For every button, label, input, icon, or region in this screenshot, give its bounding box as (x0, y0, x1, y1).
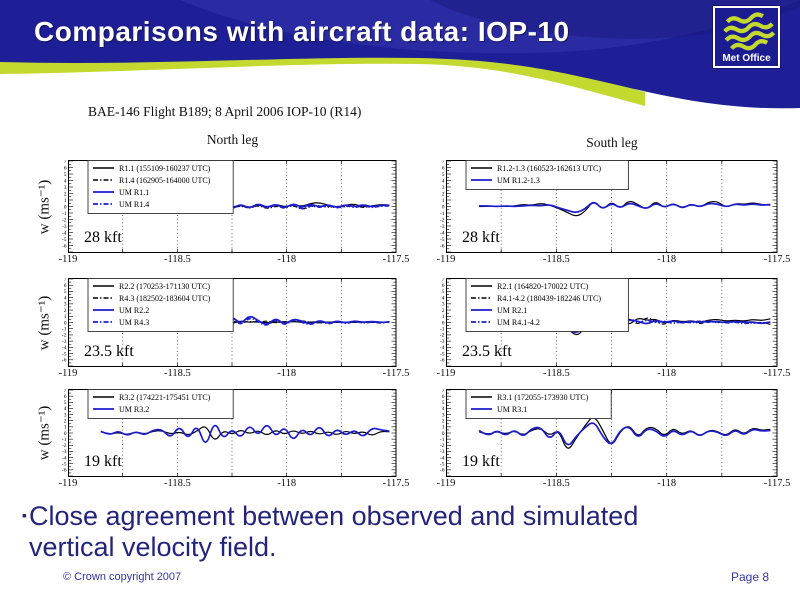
altitude-label: 28 kft (84, 229, 122, 246)
bullet-text: Close agreement between observed and simulated vertical velocity field. (28, 501, 639, 562)
svg-text:4: 4 (441, 406, 445, 413)
x-tick-label: -117.5 (763, 254, 791, 265)
plot-svg (54, 278, 397, 367)
x-tick-label: -117.5 (382, 254, 410, 265)
altitude-label: 23.5 kft (84, 343, 134, 360)
svg-text:-5: -5 (61, 236, 67, 243)
svg-text:0: 0 (441, 204, 445, 211)
plot-svg (54, 389, 397, 477)
x-tick-label: -118 (657, 478, 677, 489)
logo-label: Met Office (722, 53, 771, 64)
svg-text:3: 3 (441, 301, 445, 308)
x-tick-label: -118.5 (163, 478, 191, 489)
svg-text:-6: -6 (61, 243, 67, 250)
svg-text:5: 5 (441, 289, 445, 296)
column-header-south-leg: South leg (586, 135, 638, 150)
svg-text:-6: -6 (439, 357, 445, 364)
svg-text:-3: -3 (61, 223, 67, 230)
svg-text:3: 3 (63, 184, 67, 191)
svg-text:-3: -3 (61, 338, 67, 345)
x-tick-label: -118 (277, 478, 297, 489)
plot-panel-north-leg-28-kft (54, 160, 397, 253)
svg-text:1: 1 (441, 197, 445, 204)
svg-text:-4: -4 (439, 345, 445, 352)
x-tick-label: -118.5 (542, 254, 570, 265)
bullet-block (22, 501, 682, 562)
svg-text:4: 4 (441, 178, 445, 185)
svg-text:-3: -3 (61, 449, 67, 456)
svg-text:6: 6 (63, 165, 67, 172)
svg-text:-3: -3 (439, 223, 445, 230)
svg-text:UM R1.2-1.3: UM R1.2-1.3 (497, 176, 540, 185)
x-tick-label: -118.5 (163, 254, 191, 265)
svg-text:7: 7 (63, 160, 67, 165)
svg-text:1: 1 (441, 424, 445, 431)
svg-text:4: 4 (63, 295, 67, 302)
svg-text:-4: -4 (439, 230, 445, 237)
svg-text:R1.4 (162905-164000 UTC): R1.4 (162905-164000 UTC) (119, 176, 211, 185)
x-tick-label: -117.5 (382, 368, 410, 379)
svg-text:-4: -4 (61, 345, 67, 352)
svg-text:UM R3.1: UM R3.1 (497, 405, 528, 414)
svg-text:R2.1 (164820-170022 UTC): R2.1 (164820-170022 UTC) (497, 282, 589, 291)
svg-text:-6: -6 (439, 467, 445, 474)
figure-title: BAE-146 Flight B189; 8 April 2006 IOP-10 (R14) (88, 104, 362, 119)
svg-text:-4: -4 (61, 230, 67, 237)
svg-text:2: 2 (63, 191, 67, 198)
svg-text:1: 1 (63, 197, 67, 204)
svg-text:6: 6 (441, 393, 445, 400)
svg-text:-2: -2 (61, 443, 67, 450)
svg-text:R3.2 (174221-175451 UTC): R3.2 (174221-175451 UTC) (119, 393, 211, 402)
svg-text:R4.1-4.2 (180439-182246 UTC): R4.1-4.2 (180439-182246 UTC) (497, 294, 601, 303)
svg-text:UM R2.1: UM R2.1 (497, 306, 528, 315)
y-axis-label: w (ms⁻¹) (36, 295, 53, 350)
x-tick-label: -118 (657, 368, 677, 379)
plot-svg (432, 278, 778, 367)
plot-panel-south-leg-28-kft (432, 160, 778, 253)
x-tick-label: -118.5 (163, 368, 191, 379)
altitude-label: 28 kft (462, 229, 500, 246)
svg-text:-4: -4 (439, 455, 445, 462)
svg-text:-6: -6 (439, 243, 445, 250)
x-tick-label: -119 (436, 478, 456, 489)
logo-waves-icon (715, 9, 778, 53)
svg-text:-2: -2 (439, 217, 445, 224)
svg-text:7: 7 (63, 278, 67, 283)
plot-svg (54, 160, 397, 253)
svg-text:UM R1.4: UM R1.4 (119, 200, 150, 209)
svg-text:R3.1 (172055-173930 UTC): R3.1 (172055-173930 UTC) (497, 393, 589, 402)
x-tick-label: -119 (58, 254, 78, 265)
svg-text:-2: -2 (61, 217, 67, 224)
svg-text:UM R4.1-4.2: UM R4.1-4.2 (497, 318, 540, 327)
plot-panel-north-leg-23.5-kft (54, 278, 397, 367)
altitude-label: 19 kft (462, 453, 500, 470)
svg-text:2: 2 (63, 418, 67, 425)
svg-text:2: 2 (441, 191, 445, 198)
svg-text:7: 7 (441, 278, 445, 283)
x-tick-label: -117.5 (382, 478, 410, 489)
x-tick-label: -117.5 (763, 368, 791, 379)
x-axis-tick-labels (58, 254, 410, 268)
svg-text:0: 0 (63, 320, 67, 327)
plot-svg (432, 160, 778, 253)
svg-text:6: 6 (441, 165, 445, 172)
svg-text:-3: -3 (439, 449, 445, 456)
svg-text:-3: -3 (439, 338, 445, 345)
svg-text:-2: -2 (439, 443, 445, 450)
y-axis-label: w (ms⁻¹) (36, 179, 53, 234)
svg-text:-1: -1 (439, 210, 445, 217)
svg-text:5: 5 (441, 171, 445, 178)
plot-svg (432, 389, 778, 477)
x-tick-label: -117.5 (763, 478, 791, 489)
y-axis-label: w (ms⁻¹) (36, 405, 53, 461)
legend (466, 279, 628, 332)
svg-text:-1: -1 (61, 210, 67, 217)
plot-panel-south-leg-19-kft (432, 389, 778, 477)
svg-text:1: 1 (63, 314, 67, 321)
svg-text:R4.3 (182502-183604 UTC): R4.3 (182502-183604 UTC) (119, 294, 211, 303)
x-tick-label: -119 (58, 368, 78, 379)
svg-text:R1.1 (155109-160237 UTC): R1.1 (155109-160237 UTC) (119, 164, 211, 173)
x-tick-label: -118 (277, 254, 297, 265)
svg-text:-1: -1 (61, 326, 67, 333)
svg-text:3: 3 (63, 412, 67, 419)
bullet-square-icon: ▪ (22, 507, 27, 523)
legend (466, 161, 628, 190)
svg-text:5: 5 (63, 171, 67, 178)
svg-text:2: 2 (441, 307, 445, 314)
svg-text:7: 7 (63, 389, 67, 394)
svg-text:-1: -1 (61, 436, 67, 443)
x-axis-tick-labels (436, 368, 791, 382)
svg-text:-6: -6 (61, 467, 67, 474)
legend (88, 390, 233, 419)
x-tick-label: -119 (436, 368, 456, 379)
svg-text:-5: -5 (61, 461, 67, 468)
column-header-north-leg: North leg (206, 132, 259, 147)
svg-text:-5: -5 (439, 351, 445, 358)
svg-text:-6: -6 (61, 357, 67, 364)
svg-text:6: 6 (63, 283, 67, 290)
svg-text:5: 5 (63, 400, 67, 407)
svg-text:6: 6 (441, 283, 445, 290)
plot-panel-south-leg-23.5-kft (432, 278, 778, 367)
legend (88, 161, 233, 214)
met-office-logo (713, 6, 780, 68)
svg-text:2: 2 (441, 418, 445, 425)
svg-text:1: 1 (441, 314, 445, 321)
svg-text:5: 5 (441, 400, 445, 407)
svg-text:2: 2 (63, 307, 67, 314)
svg-text:0: 0 (63, 430, 67, 437)
svg-text:3: 3 (441, 412, 445, 419)
svg-text:UM R4.3: UM R4.3 (119, 318, 150, 327)
legend (466, 390, 611, 419)
plot-panel-north-leg-19-kft (54, 389, 397, 477)
svg-text:7: 7 (441, 160, 445, 165)
svg-text:-2: -2 (439, 332, 445, 339)
svg-text:-1: -1 (439, 436, 445, 443)
svg-text:-1: -1 (439, 326, 445, 333)
svg-text:0: 0 (441, 430, 445, 437)
svg-text:-5: -5 (61, 351, 67, 358)
x-tick-label: -118 (277, 368, 297, 379)
x-tick-label: -118.5 (542, 478, 570, 489)
copyright-text: © Crown copyright 2007 (63, 571, 182, 583)
svg-text:-2: -2 (61, 332, 67, 339)
x-axis-tick-labels (58, 478, 410, 492)
altitude-label: 23.5 kft (462, 343, 512, 360)
svg-text:5: 5 (63, 289, 67, 296)
svg-text:0: 0 (441, 320, 445, 327)
x-tick-label: -118.5 (542, 368, 570, 379)
svg-text:7: 7 (441, 389, 445, 394)
svg-text:1: 1 (63, 424, 67, 431)
svg-text:UM R1.1: UM R1.1 (119, 188, 150, 197)
svg-text:4: 4 (63, 178, 67, 185)
svg-text:4: 4 (63, 406, 67, 413)
legend (88, 279, 233, 332)
svg-text:6: 6 (63, 393, 67, 400)
svg-text:0: 0 (63, 204, 67, 211)
svg-text:3: 3 (441, 184, 445, 191)
svg-text:-5: -5 (439, 461, 445, 468)
svg-text:R2.2 (170253-171130 UTC): R2.2 (170253-171130 UTC) (119, 282, 211, 291)
svg-text:UM R2.2: UM R2.2 (119, 306, 150, 315)
svg-text:-5: -5 (439, 236, 445, 243)
x-tick-label: -119 (58, 478, 78, 489)
x-tick-label: -119 (436, 254, 456, 265)
svg-text:3: 3 (63, 301, 67, 308)
svg-text:4: 4 (441, 295, 445, 302)
x-axis-tick-labels (436, 254, 791, 268)
svg-text:R1.2-1.3 (160523-162613 UTC): R1.2-1.3 (160523-162613 UTC) (497, 164, 601, 173)
altitude-label: 19 kft (84, 453, 122, 470)
x-axis-tick-labels (58, 368, 410, 382)
x-axis-tick-labels (436, 478, 791, 492)
x-tick-label: -118 (657, 254, 677, 265)
page-number: Page 8 (731, 570, 770, 584)
svg-text:UM R3.2: UM R3.2 (119, 405, 150, 414)
svg-text:-4: -4 (61, 455, 67, 462)
page-title: Comparisons with aircraft data: IOP-10 (34, 16, 570, 47)
